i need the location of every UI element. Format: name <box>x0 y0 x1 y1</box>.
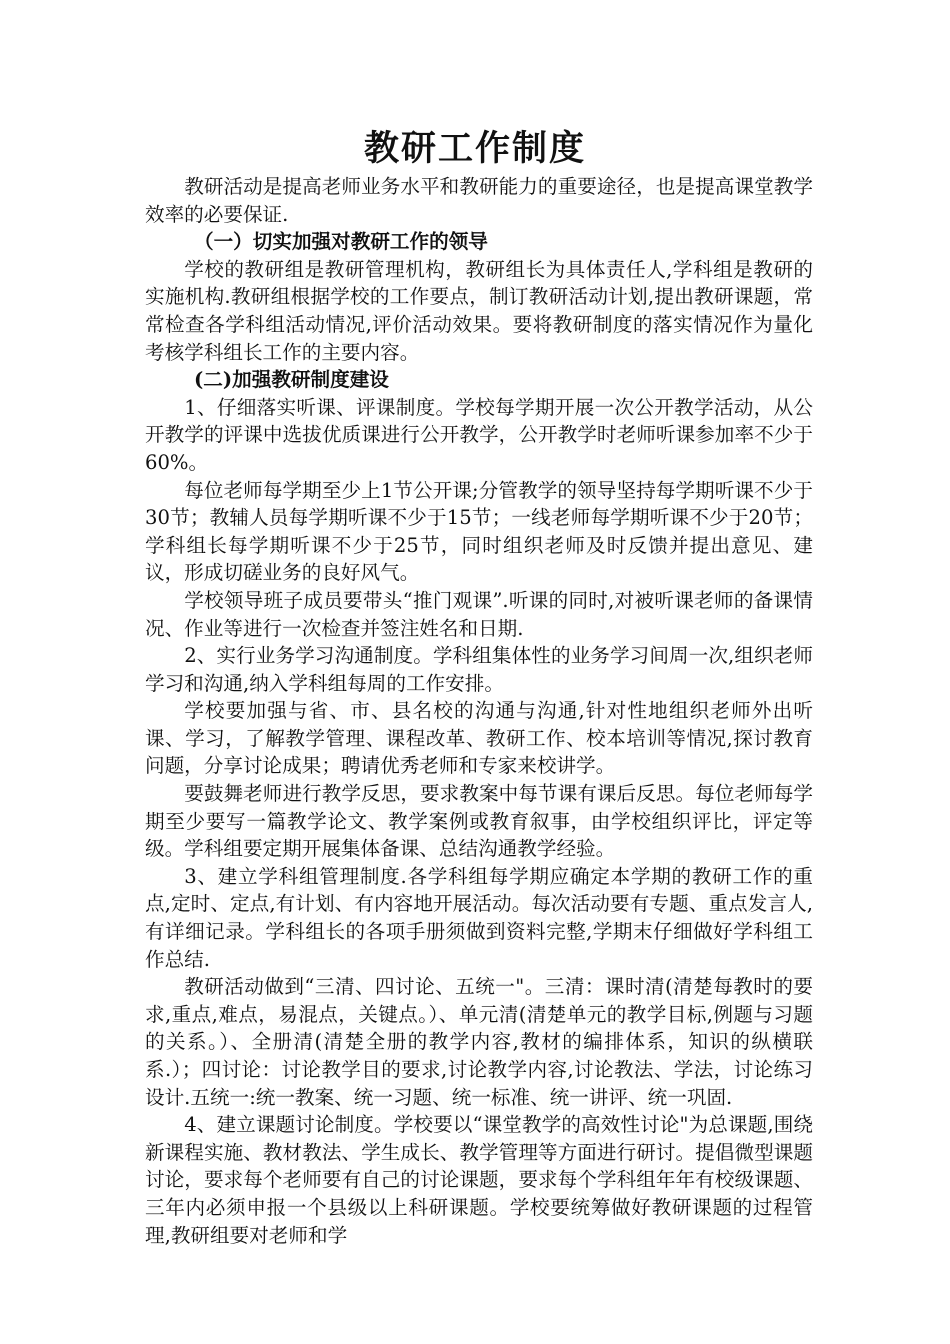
body-paragraph: 要鼓舞老师进行教学反思，要求教案中每节课有课后反思。每位老师每学期至少要写一篇教学论文、教学案例或教育叙事，由学校组织评比，评定等级。学科组要定期开展集体备课、总结沟通教学经验。 <box>145 782 813 861</box>
document-title: 教研工作制度 <box>363 128 586 169</box>
body-paragraph: 学校的教研组是教研管理机构，教研组长为具体责任人,学科组是教研的实施机构.教研组根据学校的工作要点，制订教研活动计划,提出教研课题，常常检查各学科组活动情况,评价活动效果。要将教研制度的落实情况作为量化考核学科组长工作的主要内容。 <box>145 257 813 364</box>
document-body <box>145 173 813 1249</box>
section-heading-2: (二)加强教研制度建设 <box>194 368 389 392</box>
section-heading-1: （一）切实加强对教研工作的领导 <box>194 230 488 254</box>
body-paragraph: 2、实行业务学习沟通制度。学科组集体性的业务学习间周一次,组织老师学习和沟通,纳入学科组每周的工作安排。 <box>145 644 813 695</box>
body-paragraph: 4、建立课题讨论制度。学校要以“课堂教学的高效性讨论"为总课题,围绕新课程实施、教材教法、学生成长、教学管理等方面进行研讨。提倡微型课题讨论，要求每个老师要有自己的讨论课题，要求每个学科组年年有校级课题、三年内必须申报一个县级以上科研课题。学校要统筹做好教研课题的过程管理,教研组要对老师和学 <box>145 1113 813 1247</box>
body-paragraph: 学校领导班子成员要带头“推门观课”.听课的同时,对被听课老师的备课情况、作业等进行一次检查并签注姓名和日期. <box>145 588 813 640</box>
body-paragraph: 1、仔细落实听课、评课制度。学校每学期开展一次公开教学活动，从公开教学的评课中选拔优质课进行公开教学，公开教学时老师听课参加率不少于60%。 <box>145 395 813 474</box>
body-paragraph: 教研活动做到“三清、四讨论、五统一"。三清：课时清(清楚每教时的要求,重点,难点，易混点，关键点。）、单元清(清楚单元的教学目标,例题与习题的关系。）、全册清(清楚全册的教学内容,教材的编排体系，知识的纵横联系.）；四讨论：讨论教学目的要求,讨论教学内容,讨论教法、学法，讨论练习设计.五统一:统一教案、统一习题、统一标准、统一讲评、统一巩固. <box>145 975 813 1109</box>
body-paragraph: 学校要加强与省、市、县名校的沟通与沟通,针对性地组织老师外出听课、学习，了解教学管理、课程改革、教研工作、校本培训等情况,探讨教育问题，分享讨论成果；聘请优秀老师和专家来校讲学。 <box>145 699 813 778</box>
body-paragraph: 3、建立学科组管理制度.各学科组每学期应确定本学期的教研工作的重点,定时、定点,有计划、有内容地开展活动。每次活动要有专题、重点发言人,有详细记录。学科组长的各项手册须做到资料完整,学期末仔细做好学科组工作总结. <box>145 864 813 971</box>
body-paragraph: 每位老师每学期至少上1节公开课;分管教学的领导坚持每学期听课不少于30节；教辅人员每学期听课不少于15节；一线老师每学期听课不少于20节；学科组长每学期听课不少于25节，同时组织老师及时反馈并提出意见、建议，形成切磋业务的良好风气。 <box>145 478 813 585</box>
intro-paragraph: 教研活动是提高老师业务水平和教研能力的重要途径，也是提高课堂教学效率的必要保证. <box>145 175 813 226</box>
